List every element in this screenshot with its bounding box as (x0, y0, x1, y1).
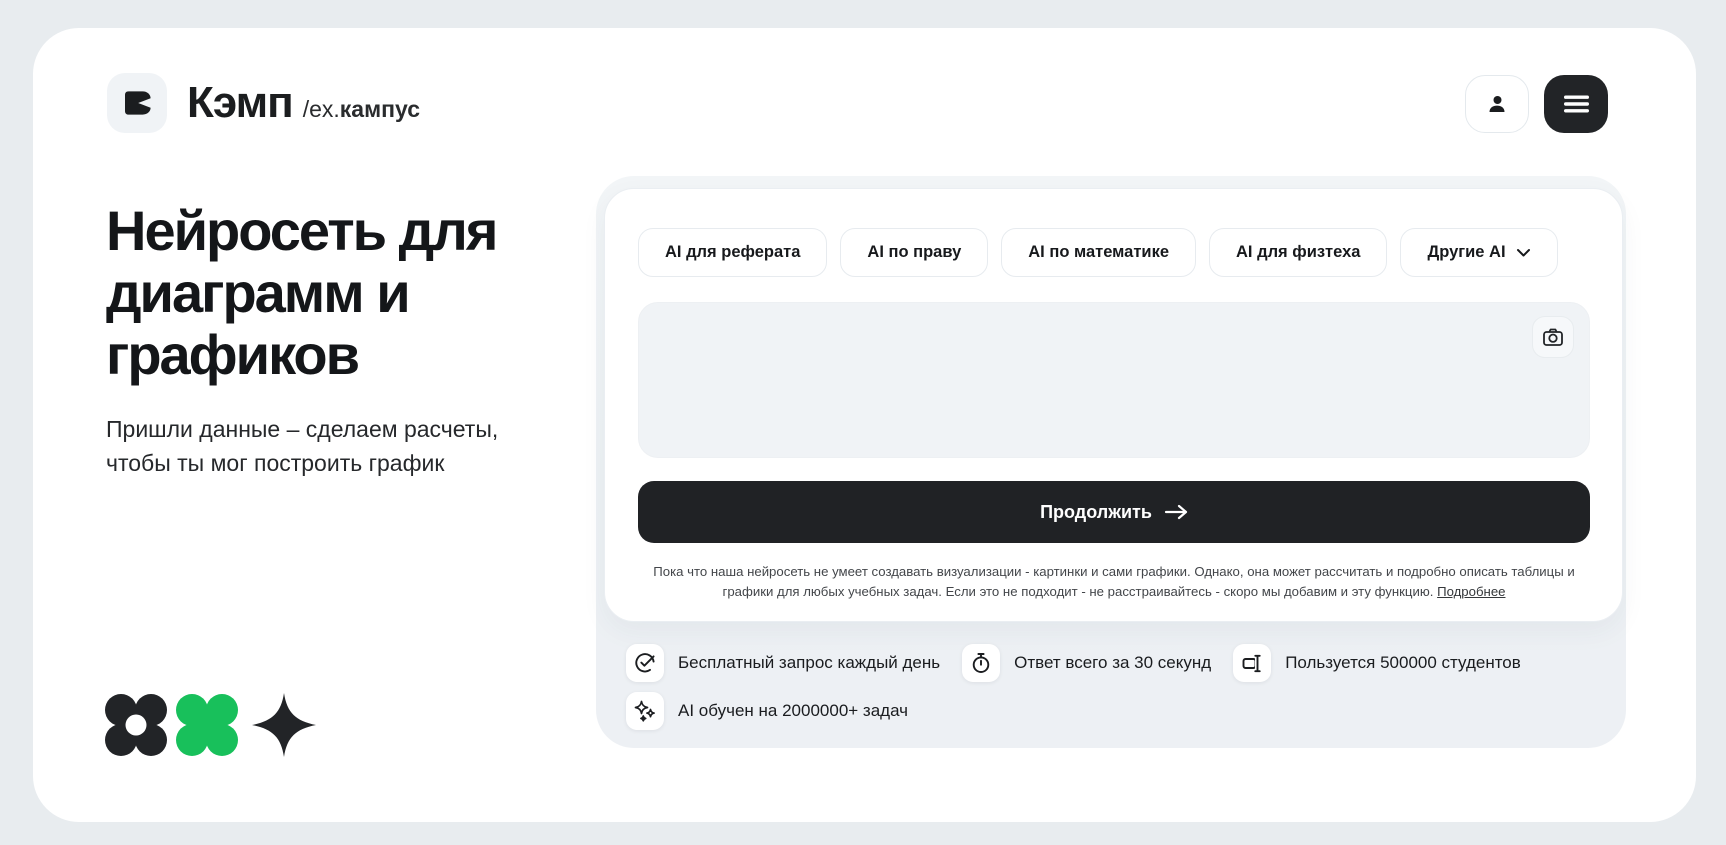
more-link[interactable]: Подробнее (1437, 584, 1506, 599)
chip-ai-fizteh[interactable]: AI для физтеха (1209, 228, 1387, 277)
brand-suffix: /ex.кампус (302, 96, 421, 122)
disclaimer-text: Пока что наша нейросеть не умеет создавать визуализации - картинки и сами графики. Однако, она может рассчитать и подробно описать таблицы и графики для любых учебных задач. Если это не подходит - не расстраивайтесь - скоро мы добавим и эту функцию. Подробнее (653, 564, 1575, 599)
feature-free-request: Бесплатный запрос каждый день (626, 644, 940, 682)
page-subtitle: Пришли данные – сделаем расчеты, чтобы ты мог построить график (106, 416, 499, 476)
k-bookmark-icon (121, 87, 153, 119)
clover-green-icon (176, 694, 238, 756)
logo-text (187, 78, 420, 128)
decorative-shapes (105, 692, 326, 758)
features-row-2 (626, 692, 908, 730)
continue-button[interactable]: Продолжить (638, 481, 1590, 543)
page-title: Нейросеть для диаграмм и графиков (106, 199, 497, 386)
features-row-1 (626, 644, 1521, 682)
chip-other-ai-dropdown[interactable]: Другие AI (1400, 228, 1557, 277)
prompt-input[interactable] (638, 302, 1590, 458)
camera-icon (1541, 325, 1565, 349)
arrow-right-icon (1164, 504, 1188, 520)
attach-photo-button[interactable] (1532, 316, 1574, 358)
feature-students-count: Пользуется 500000 студентов (1233, 644, 1521, 682)
brand-name: Кэмп (187, 78, 293, 127)
brand-logo[interactable] (107, 73, 420, 133)
chip-ai-referat[interactable]: AI для реферата (638, 228, 827, 277)
clover-black-icon (105, 694, 167, 756)
feature-trained-tasks: AI обучен на 2000000+ задач (626, 692, 908, 730)
stopwatch-icon (962, 644, 1000, 682)
check-circle-icon (626, 644, 664, 682)
ai-category-chips (638, 228, 1558, 277)
hamburger-icon (1563, 94, 1590, 114)
feature-fast-answer: Ответ всего за 30 секунд (962, 644, 1211, 682)
chip-ai-matematika[interactable]: AI по математике (1001, 228, 1196, 277)
logo-tile (107, 73, 167, 133)
profile-button[interactable] (1465, 75, 1529, 133)
sparkle-star-icon (251, 692, 317, 758)
menu-button[interactable] (1544, 75, 1608, 133)
chip-ai-pravo[interactable]: AI по праву (840, 228, 988, 277)
sparkles-icon (626, 692, 664, 730)
chevron-down-icon (1516, 248, 1531, 258)
person-icon (1485, 92, 1509, 116)
cursor-text-icon (1233, 644, 1271, 682)
